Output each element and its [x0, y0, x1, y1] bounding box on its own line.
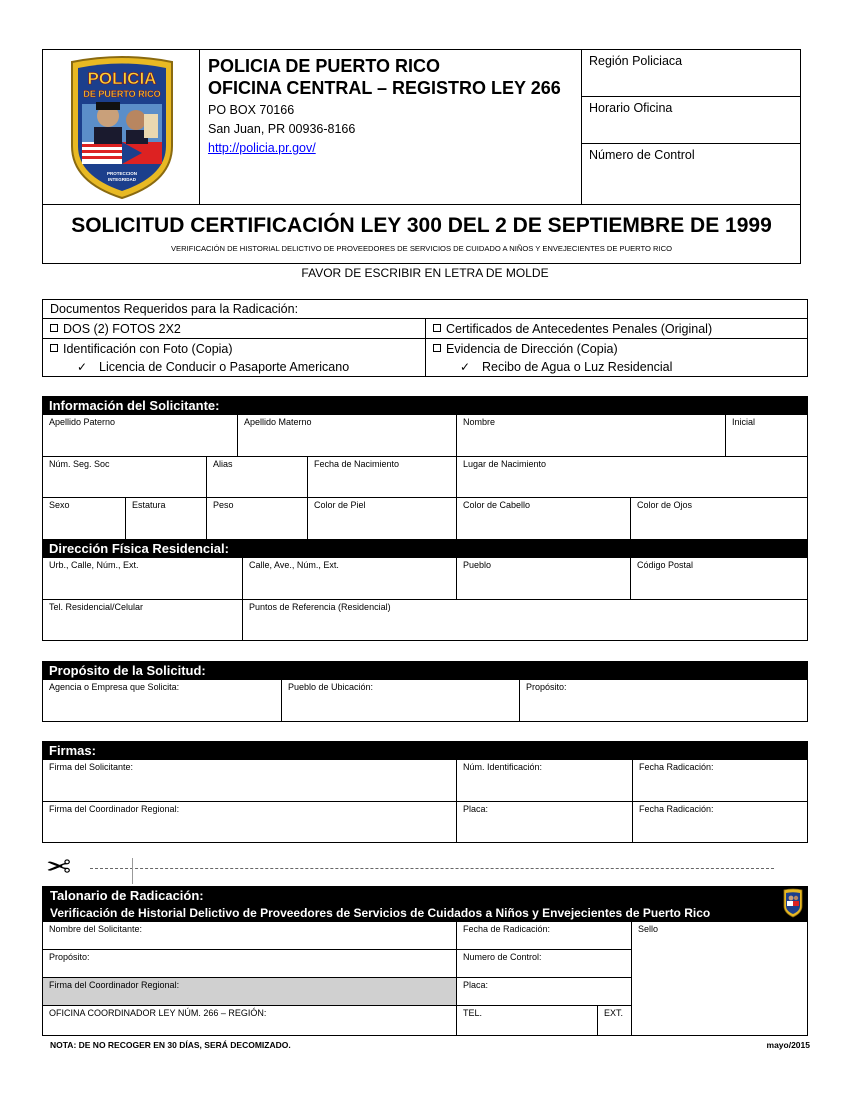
- office-hours-field[interactable]: Horario Oficina: [589, 101, 673, 115]
- field-color-piel[interactable]: Color de Piel: [307, 497, 457, 540]
- doc-item-address-proof[interactable]: [426, 340, 806, 359]
- field-pueblo[interactable]: Pueblo: [456, 557, 631, 600]
- purpose-section-header: Propósito de la Solicitud:: [42, 661, 808, 680]
- doc-item-photos[interactable]: [43, 320, 423, 339]
- field-codigo-postal[interactable]: Código Postal: [630, 557, 808, 600]
- form-subtitle: VERIFICACIÓN DE HISTORIAL DELICTIVO DE PROVEEDORES DE SERVICIOS DE CUIDADO A NIÑOS Y ENVEJECIENTES DE PUERTO RICO: [170, 244, 673, 253]
- stub-heading-subtitle: Verificación de Historial Delictivo de Proveedores de Servicios de Cuidados a Niños y Envejecientes de Puerto Rico: [50, 906, 711, 920]
- footer-note: NOTA: DE NO RECOGER EN 30 DÍAS, SERÁ DECOMIZADO.: [50, 1040, 291, 1050]
- stub-field-tel[interactable]: TEL.: [456, 1005, 598, 1036]
- stub-field-oficina[interactable]: OFICINA COORDINADOR LEY NÚM. 266 – REGIÓN:: [42, 1005, 457, 1036]
- field-color-cabello[interactable]: Color de Cabello: [456, 497, 631, 540]
- field-peso[interactable]: Peso: [206, 497, 308, 540]
- checkbox-photos[interactable]: [50, 324, 58, 332]
- header-divider-left: [199, 49, 200, 205]
- field-apellido-materno[interactable]: Apellido Materno: [237, 414, 457, 457]
- documents-heading: Documentos Requeridos para la Radicación:: [50, 302, 299, 316]
- field-fecha-radicacion-1[interactable]: Fecha Radicación:: [632, 759, 808, 802]
- field-urb[interactable]: Urb., Calle, Núm., Ext.: [42, 557, 243, 600]
- logo-text-integrity: INTEGRIDAD: [108, 177, 136, 182]
- logo-text-pr: DE PUERTO RICO: [83, 89, 161, 99]
- stub-field-placa[interactable]: Placa:: [456, 977, 632, 1006]
- field-pueblo-ubicacion[interactable]: Pueblo de Ubicación:: [281, 679, 520, 722]
- police-badge-logo: [66, 54, 178, 200]
- logo-text-protection: PROTECCION: [106, 171, 138, 176]
- doc-item-photos-label: DOS (2) FOTOS 2X2: [63, 322, 181, 336]
- doc-sub-license-label: Licencia de Conducir o Pasaporte Americano: [99, 360, 350, 374]
- website-link[interactable]: http://policia.pr.gov/: [208, 141, 316, 155]
- po-box: PO BOX 70166: [208, 103, 295, 117]
- doc-item-criminal-records-label: Certificados de Antecedentes Penales (Original): [446, 322, 713, 336]
- cut-line-tick: [132, 858, 133, 884]
- city-address: San Juan, PR 00936-8166: [208, 122, 356, 136]
- field-inicial[interactable]: Inicial: [725, 414, 808, 457]
- field-nombre[interactable]: Nombre: [456, 414, 726, 457]
- cut-line: [90, 868, 774, 869]
- doc-item-photo-id[interactable]: [43, 340, 423, 359]
- stub-field-nombre[interactable]: Nombre del Solicitante:: [42, 921, 457, 950]
- field-color-ojos[interactable]: Color de Ojos: [630, 497, 808, 540]
- doc-sub-utility-bill-label: Recibo de Agua o Luz Residencial: [482, 360, 673, 374]
- checkmark-icon: ✓: [460, 360, 471, 374]
- footer-date: mayo/2015: [766, 1040, 810, 1050]
- field-lugar-nacimiento[interactable]: Lugar de Nacimiento: [456, 456, 808, 498]
- field-calle[interactable]: Calle, Ave., Núm., Ext.: [242, 557, 457, 600]
- control-number-field[interactable]: Número de Control: [589, 148, 695, 162]
- checkbox-address-proof[interactable]: [433, 344, 441, 352]
- field-fecha-radicacion-2[interactable]: Fecha Radicación:: [632, 801, 808, 843]
- stub-field-sello[interactable]: Sello: [631, 921, 808, 1036]
- doc-sub-license: [43, 358, 423, 377]
- field-agencia[interactable]: Agencia o Empresa que Solicita:: [42, 679, 282, 722]
- field-proposito[interactable]: Propósito:: [519, 679, 808, 722]
- field-estatura[interactable]: Estatura: [125, 497, 207, 540]
- field-alias[interactable]: Alias: [206, 456, 308, 498]
- field-seg-soc[interactable]: Núm. Seg. Soc: [42, 456, 207, 498]
- applicant-section-header: Información del Solicitante:: [42, 396, 808, 415]
- field-num-identificacion[interactable]: Núm. Identificación:: [456, 759, 633, 802]
- field-firma-solicitante[interactable]: Firma del Solicitante:: [42, 759, 457, 802]
- field-puntos-referencia[interactable]: Puntos de Referencia (Residencial): [242, 599, 808, 641]
- stub-field-fecha[interactable]: Fecha de Radicación:: [456, 921, 632, 950]
- doc-item-address-proof-label: Evidencia de Dirección (Copia): [446, 342, 618, 356]
- field-apellido-paterno[interactable]: Apellido Paterno: [42, 414, 238, 457]
- field-firma-coordinador[interactable]: Firma del Coordinador Regional:: [42, 801, 457, 843]
- stub-field-proposito[interactable]: Propósito:: [42, 949, 457, 978]
- field-fecha-nacimiento[interactable]: Fecha de Nacimiento: [307, 456, 457, 498]
- header-center: [208, 55, 578, 158]
- stub-field-ext[interactable]: EXT.: [597, 1005, 632, 1036]
- stub-heading-title: Talonario de Radicación:: [50, 888, 204, 903]
- field-placa[interactable]: Placa:: [456, 801, 633, 843]
- address-section-header: Dirección Física Residencial:: [42, 539, 808, 558]
- signatures-section-header: Firmas:: [42, 741, 808, 760]
- logo-text-policia: POLICIA: [87, 69, 157, 88]
- office-name: OFICINA CENTRAL – REGISTRO LEY 266: [208, 78, 561, 98]
- field-sexo[interactable]: Sexo: [42, 497, 126, 540]
- region-field[interactable]: Región Policiaca: [589, 54, 683, 68]
- header-divider-right: [581, 49, 582, 205]
- doc-item-photo-id-label: Identificación con Foto (Copia): [63, 342, 233, 356]
- stub-field-firma-coordinador[interactable]: Firma del Coordinador Regional:: [42, 977, 457, 1006]
- doc-item-criminal-records[interactable]: [426, 320, 806, 339]
- agency-name: POLICIA DE PUERTO RICO: [208, 56, 441, 76]
- doc-sub-utility-bill: [426, 358, 806, 377]
- scissors-icon: ✂: [46, 850, 72, 885]
- stub-badge-logo: [782, 888, 804, 918]
- stub-field-control[interactable]: Numero de Control:: [456, 949, 632, 978]
- field-telefono[interactable]: Tel. Residencial/Celular: [42, 599, 243, 641]
- checkbox-criminal-records[interactable]: [433, 324, 441, 332]
- checkmark-icon: ✓: [77, 360, 88, 374]
- checkbox-photo-id[interactable]: [50, 344, 58, 352]
- form-title: SOLICITUD CERTIFICACIÓN LEY 300 DEL 2 DE SEPTIEMBRE DE 1999: [71, 214, 772, 237]
- block-letter-instruction: FAVOR DE ESCRIBIR EN LETRA DE MOLDE: [301, 266, 549, 280]
